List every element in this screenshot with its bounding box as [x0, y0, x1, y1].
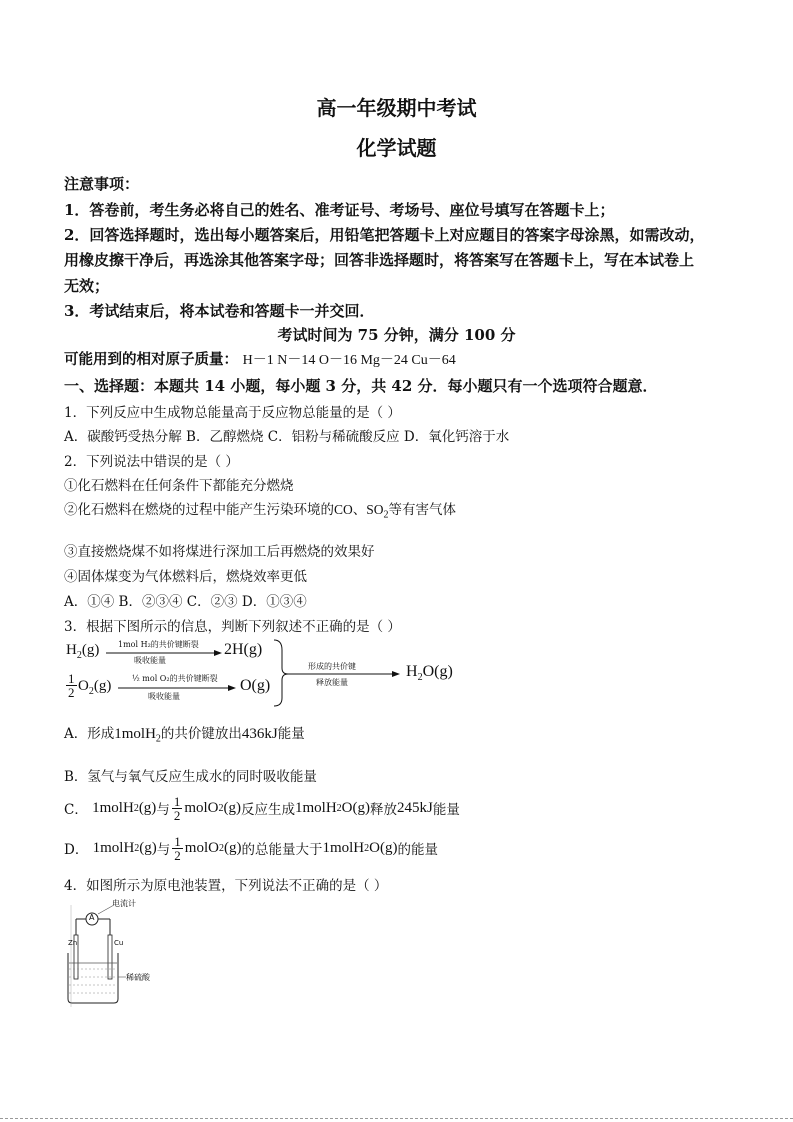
note-item-3: 3．考试结束后，将本试卷和答题卡一并交回． — [64, 302, 375, 320]
exam-time: 考试时间为 75 分钟，满分 100 分 — [277, 326, 516, 344]
q1-stem: 1．下列反应中生成物总能量高于反应物总能量的是（ ） — [64, 405, 401, 421]
ammeter-symbol: A — [89, 913, 95, 922]
o-atom-product: O(g) — [240, 677, 271, 694]
q2-s2-pre: ②化石燃料在燃烧的过程中能产生污染环境的 — [64, 502, 334, 518]
q1-options: A．碳酸钙受热分解 B．乙醇燃烧 C．铝粉与稀硫酸反应 D．氧化钙溶于水 — [64, 429, 510, 445]
arrow1-bottom-label: 吸收能量 — [134, 656, 166, 665]
note-item-2b: 用橡皮擦干净后，再选涂其他答案字母；回答非选择题时，将答案写在答题卡上，写在本试卷上 — [64, 251, 695, 269]
page-bottom-rule — [0, 1118, 793, 1119]
q3-energy-diagram — [62, 636, 482, 708]
water-product: $H_2O(g)$ — [406, 663, 453, 684]
q3-option-b: B．氢气与氧气反应生成水的同时吸收能量 — [64, 769, 317, 785]
sulfuric-acid-label: 稀硫酸 — [126, 973, 150, 982]
atomic-masses — [64, 348, 456, 369]
arrow2-bottom-label: 吸收能量 — [148, 692, 180, 701]
q3-c-fraction: $\frac{1}{2}$ — [173, 793, 181, 823]
co-formula: CO — [334, 502, 353, 517]
so2-subscript: 2 — [383, 509, 389, 521]
q3-d-fraction: $\frac{1}{2}$ — [174, 833, 181, 863]
note-item-2c: 无效； — [64, 277, 110, 295]
q2-statement-4: ④固体煤变为气体燃料后，燃烧效率更低 — [64, 569, 307, 585]
arrow2-top-label: ½ mol O₂的共价键断裂 — [132, 674, 218, 683]
q2-s2-post: 等有害气体 — [388, 502, 457, 518]
note-item-2a: 2．回答选择题时，选出每小题答案后，用铅笔把答题卡上对应题目的答案字母涂黑，如需改动， — [64, 226, 705, 244]
zn-electrode-label: Zn — [68, 939, 78, 947]
galvanic-cell-diagram — [64, 897, 164, 1009]
atomic-masses-label: 可能用到的相对原子质量： — [64, 351, 238, 368]
o2-reactant: $O_2(g)$ — [78, 678, 112, 697]
q2-statement-2 — [64, 498, 456, 521]
h-atoms-product: 2H(g) — [224, 641, 263, 658]
q2-statement-1: ①化石燃料在任何条件下都能充分燃烧 — [64, 478, 294, 494]
q3-option-c: C． 1molH 2 (g) 与 $\frac{1}{2}$ molO 2 (g) 反应生成 1molH 2 O(g) 释放 245kJ 能量 — [64, 793, 460, 823]
exam-title: 高一年级期中考试 — [316, 96, 477, 120]
galvanic-cell-drawing — [64, 897, 164, 1009]
q2-s2-sep: 、 — [352, 502, 367, 518]
q2-statement-3: ③直接燃烧煤不如将煤进行深加工后再燃烧的效果好 — [64, 544, 375, 560]
q2-options: A．①④ B．②③④ C．②③ D．①③④ — [64, 594, 307, 610]
so2-formula: SO — [366, 502, 384, 517]
q3-option-d: D． 1molH 2 (g) 与 $\frac{1}{2}$ molO 2 (g) 的总能量大于 1molH 2 O(g) 的能量 — [64, 833, 438, 863]
q3-option-a: A．形成1molH$_2$的共价键放出436kJ能量 — [64, 726, 305, 745]
arrow3-top-label: 形成的共价键 — [308, 662, 356, 671]
notes-heading: 注意事项： — [64, 175, 140, 193]
ammeter-label: 电流计 — [112, 899, 136, 908]
q3-stem: 3．根据下图所示的信息，判断下列叙述不正确的是（ ） — [64, 619, 401, 635]
atomic-masses-values: H－1 N－14 O－16 Mg－24 Cu－64 — [242, 353, 456, 368]
half-fraction: $\frac{1}{2}$ — [68, 671, 75, 700]
q4-stem: 4．如图所示为原电池装置，下列说法不正确的是（ ） — [64, 878, 388, 894]
note-item-1: 1．答卷前，考生务必将自己的姓名、准考证号、考场号、座位号填写在答题卡上； — [64, 201, 615, 219]
arrow1-top-label: 1mol H₂的共价键断裂 — [118, 640, 199, 649]
arrow3-bottom-label: 释放能量 — [316, 678, 348, 687]
cu-electrode-label: Cu — [114, 939, 124, 947]
exam-subject: 化学试题 — [356, 136, 437, 160]
q2-stem: 2．下列说法中错误的是（ ） — [64, 454, 239, 470]
h2-reactant: $H_2(g)$ — [66, 642, 100, 661]
section-1-heading: 一、选择题：本题共 14 小题，每小题 3 分，共 42 分．每小题只有一个选项符合题意． — [64, 377, 658, 395]
